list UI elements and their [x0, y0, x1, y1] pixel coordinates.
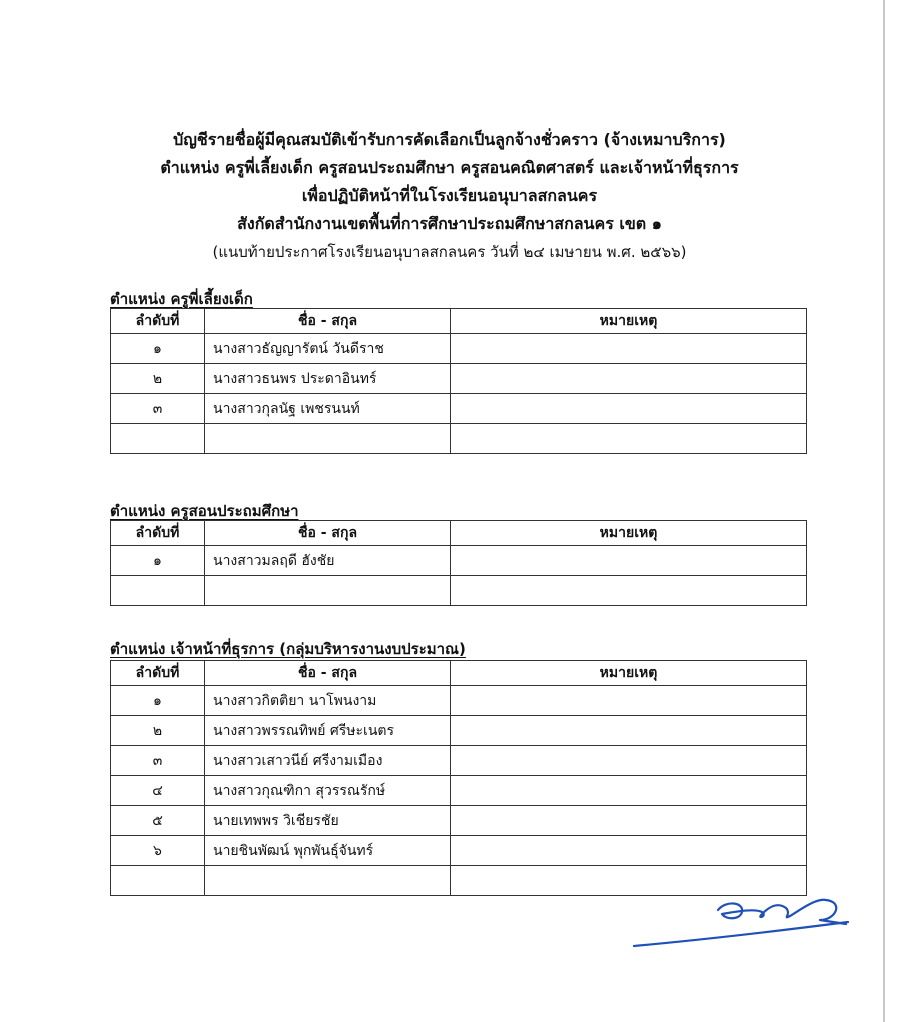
row-no	[111, 576, 205, 606]
row-name: นางสาวกุลนัฐ เพชรนนท์	[205, 394, 451, 424]
row-remark	[451, 334, 807, 364]
row-no: ๓	[111, 394, 205, 424]
table-primary-teacher	[110, 520, 807, 606]
row-remark	[451, 746, 807, 776]
row-name: นางสาวมลฤดี ฮังชัย	[205, 546, 451, 576]
title-line-3: เพื่อปฏิบัติหน้าที่ในโรงเรียนอนุบาลสกลนคร	[301, 186, 598, 205]
row-remark	[451, 424, 807, 454]
table-row	[111, 334, 807, 364]
row-no: ๔	[111, 776, 205, 806]
row-name: นางสาวธนพร ประดาอินทร์	[205, 364, 451, 394]
header-no: ลำดับที่	[111, 661, 205, 686]
table-row	[111, 546, 807, 576]
header-name: ชื่อ - สกุล	[205, 521, 451, 546]
header-no: ลำดับที่	[111, 521, 205, 546]
section-title-admin-officer: ตำแหน่ง เจ้าหน้าที่ธุรการ (กลุ่มบริหารงานงบประมาณ)	[110, 640, 466, 658]
title-line-1: บัญชีรายชื่อผู้มีคุณสมบัติเข้ารับการคัดเลือกเป็นลูกจ้างชั่วคราว (จ้างเหมาบริการ)	[173, 130, 726, 149]
table-row	[111, 746, 807, 776]
table-row	[111, 836, 807, 866]
table-row	[111, 716, 807, 746]
row-name: นางสาวเสาวนีย์ ศรีงามเมือง	[205, 746, 451, 776]
row-name: นางสาวพรรณทิพย์ ศรีษะเนตร	[205, 716, 451, 746]
row-remark	[451, 836, 807, 866]
row-no	[111, 866, 205, 896]
document-heading	[0, 126, 899, 266]
section-title-nanny: ตำแหน่ง ครูพี่เลี้ยงเด็ก	[110, 290, 253, 308]
table-admin-officer	[110, 660, 807, 896]
row-no: ๒	[111, 716, 205, 746]
row-remark	[451, 364, 807, 394]
row-remark	[451, 576, 807, 606]
signature-scribble	[630, 888, 860, 958]
row-no: ๑	[111, 686, 205, 716]
row-name: นายเทพพร วิเชียรชัย	[205, 806, 451, 836]
row-name: นางสาวกิตติยา นาโพนงาม	[205, 686, 451, 716]
table-row	[111, 394, 807, 424]
row-no: ๑	[111, 546, 205, 576]
table-nanny	[110, 308, 807, 454]
title-line-2: ตำแหน่ง ครูพี่เลี้ยงเด็ก ครูสอนประถมศึกษา ครูสอนคณิตศาสตร์ และเจ้าหน้าที่ธุรการ	[160, 158, 739, 177]
row-name	[205, 424, 451, 454]
row-no: ๖	[111, 836, 205, 866]
row-remark	[451, 776, 807, 806]
header-remark: หมายเหตุ	[451, 521, 807, 546]
table-row	[111, 776, 807, 806]
row-remark	[451, 806, 807, 836]
table-row	[111, 364, 807, 394]
row-remark	[451, 716, 807, 746]
row-remark	[451, 546, 807, 576]
table-row	[111, 806, 807, 836]
header-remark: หมายเหตุ	[451, 309, 807, 334]
table-row-empty	[111, 424, 807, 454]
row-name: นายชินพัฒน์ พุกพันธุ์จันทร์	[205, 836, 451, 866]
table-header-row	[111, 521, 807, 546]
header-name: ชื่อ - สกุล	[205, 309, 451, 334]
row-name	[205, 576, 451, 606]
table-row	[111, 686, 807, 716]
row-no: ๕	[111, 806, 205, 836]
row-no: ๒	[111, 364, 205, 394]
header-name: ชื่อ - สกุล	[205, 661, 451, 686]
row-no: ๓	[111, 746, 205, 776]
row-name: นางสาวกุณฑิกา สุวรรณรักษ์	[205, 776, 451, 806]
table-header-row	[111, 309, 807, 334]
row-no	[111, 424, 205, 454]
table-row-empty	[111, 576, 807, 606]
row-name	[205, 866, 451, 896]
table-header-row	[111, 661, 807, 686]
row-no: ๑	[111, 334, 205, 364]
title-line-4: สังกัดสำนักงานเขตพื้นที่การศึกษาประถมศึกษาสกลนคร เขต ๑	[237, 214, 662, 233]
header-no: ลำดับที่	[111, 309, 205, 334]
section-title-primary-teacher: ตำแหน่ง ครูสอนประถมศึกษา	[110, 502, 299, 520]
row-name: นางสาวธัญญารัตน์ วันดีราช	[205, 334, 451, 364]
header-remark: หมายเหตุ	[451, 661, 807, 686]
row-remark	[451, 686, 807, 716]
row-remark	[451, 394, 807, 424]
document-subtitle: (แนบท้ายประกาศโรงเรียนอนุบาลสกลนคร วันที่ ๒๔ เมษายน พ.ศ. ๒๕๖๖)	[212, 243, 687, 261]
